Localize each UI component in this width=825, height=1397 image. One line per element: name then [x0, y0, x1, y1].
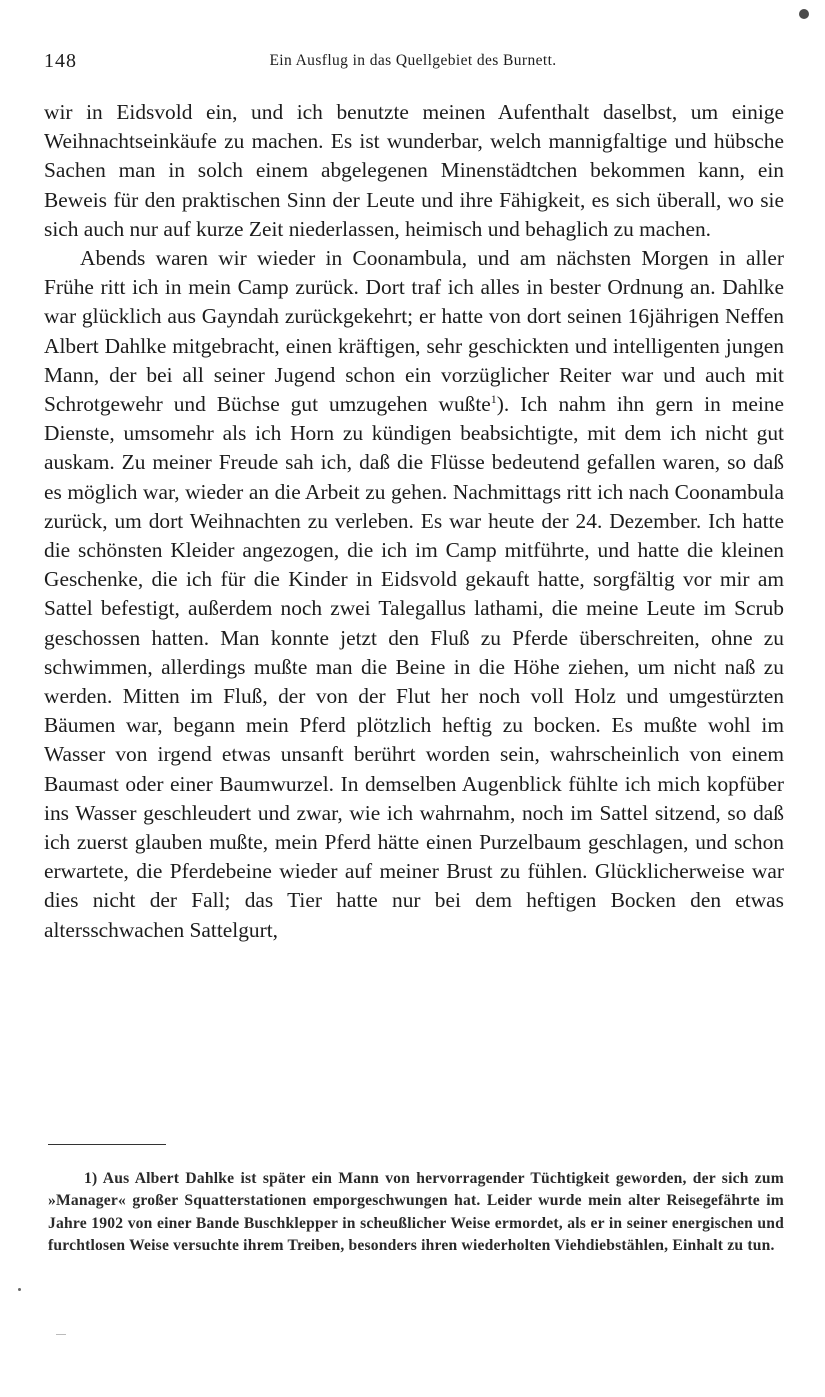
paragraph: [44, 244, 784, 945]
page-number: 148: [44, 50, 77, 72]
running-head: Ein Ausflug in das Quellgebiet des Burnett.: [269, 52, 557, 69]
footnote: [48, 1168, 784, 1258]
paragraph-text: ). Ich nahm ihn gern in meine Dienste, umsomehr als ich Horn zu kündigen beabsichtigte, mit dem ich nicht gut auskam. Zu meiner Freude sah ich, daß die Flüsse bedeutend gefallen waren, so daß es möglich war, wieder an die Arbeit zu gehen. Nachmittags ritt ich nach Coonambula zurück, um dort Weihnachten zu verleben. Es war heute der 24. Dezember. Ich hatte die schönsten Kleider angezogen, die ich im Camp mitführte, und hatte die kleinen Geschenke, die ich für die Kinder in Eidsvold gekauft hatte, sorgfältig vor mir am Sattel befestigt, außerdem noch zwei Talegallus lathami, die meine Leute im Scrub geschossen hatten. Man konnte jetzt den Fluß zu Pferde überschreiten, ohne zu schwimmen, allerdings mußte man die Beine in die Höhe ziehen, um nicht naß zu werden. Mitten im Fluß, der von der Flut her noch voll Holz und umgestürzten Bäumen war, begann mein Pferd plötzlich heftig zu bocken. Es mußte wohl im Wasser von irgend etwas unsanft berührt worden sein, wahrscheinlich von einem Baumast oder einer Baumwurzel. In demselben Augenblick fühlte ich mich kopfüber ins Wasser geschleudert und zwar, wie ich wahrnahm, noch im Sattel sitzend, so daß ich zuerst glauben mußte, mein Pferd hätte einen Purzelbaum geschlagen, und schon erwartete, die Pferdebeine wieder auf meiner Brust zu fühlen. Glücklicherweise war dies nicht der Fall; das Tier hatte nur bei dem heftigen Bocken den etwas altersschwachen Sattelgurt,: [44, 392, 784, 942]
paragraph-text: Abends waren wir wieder in Coonambula, und am nächsten Morgen in aller Frühe ritt ich in mein Camp zurück. Dort traf ich alles in bester Ordnung an. Dahlke war glücklich aus Gayndah zurückgekehrt; er hatte von dort seinen 16jährigen Neffen Albert Dahlke mitgebracht, einen kräftigen, sehr geschickten und intelligenten jungen Mann, der bei all seiner Jugend schon ein vorzüglicher Reiter war und auch mit Schrotgewehr und Büchse gut umzugehen wußte: [44, 246, 784, 417]
footnote-reference: 1: [490, 391, 497, 406]
page-header: [44, 50, 782, 76]
footnote-divider: [48, 1144, 166, 1145]
ink-speck: [799, 9, 809, 19]
footnote-text: 1) Aus Albert Dahlke ist später ein Mann von hervorragender Tüchtigkeit geworden, der sich zum »Manager« großer Squatterstationen emporgeschwungen hat. Leider wurde mein alter Reisegefährte im Jahre 1902 von einer Bande Buschklepper in scheußlicher Weise ermordet, als er in seiner energischen und furchtlosen Weise versuchte ihrem Treiben, besonders ihren wiederholten Viehdiebstählen, Einhalt zu tun.: [48, 1170, 784, 1255]
ink-speck: [56, 1334, 66, 1335]
ink-speck: [18, 1288, 21, 1291]
body-text: [44, 98, 784, 945]
paragraph: wir in Eidsvold ein, und ich benutzte meinen Aufenthalt daselbst, um einige Weihnachtseinkäufe zu machen. Es ist wunderbar, welch mannigfaltige und hübsche Sachen man in solch einem abgelegenen Minenstädtchen bekommen kann, ein Beweis für den praktischen Sinn der Leute und ihre Fähigkeit, es sich überall, wo sie sich auch nur auf kurze Zeit niederlassen, heimisch und behaglich zu machen.: [44, 100, 784, 241]
